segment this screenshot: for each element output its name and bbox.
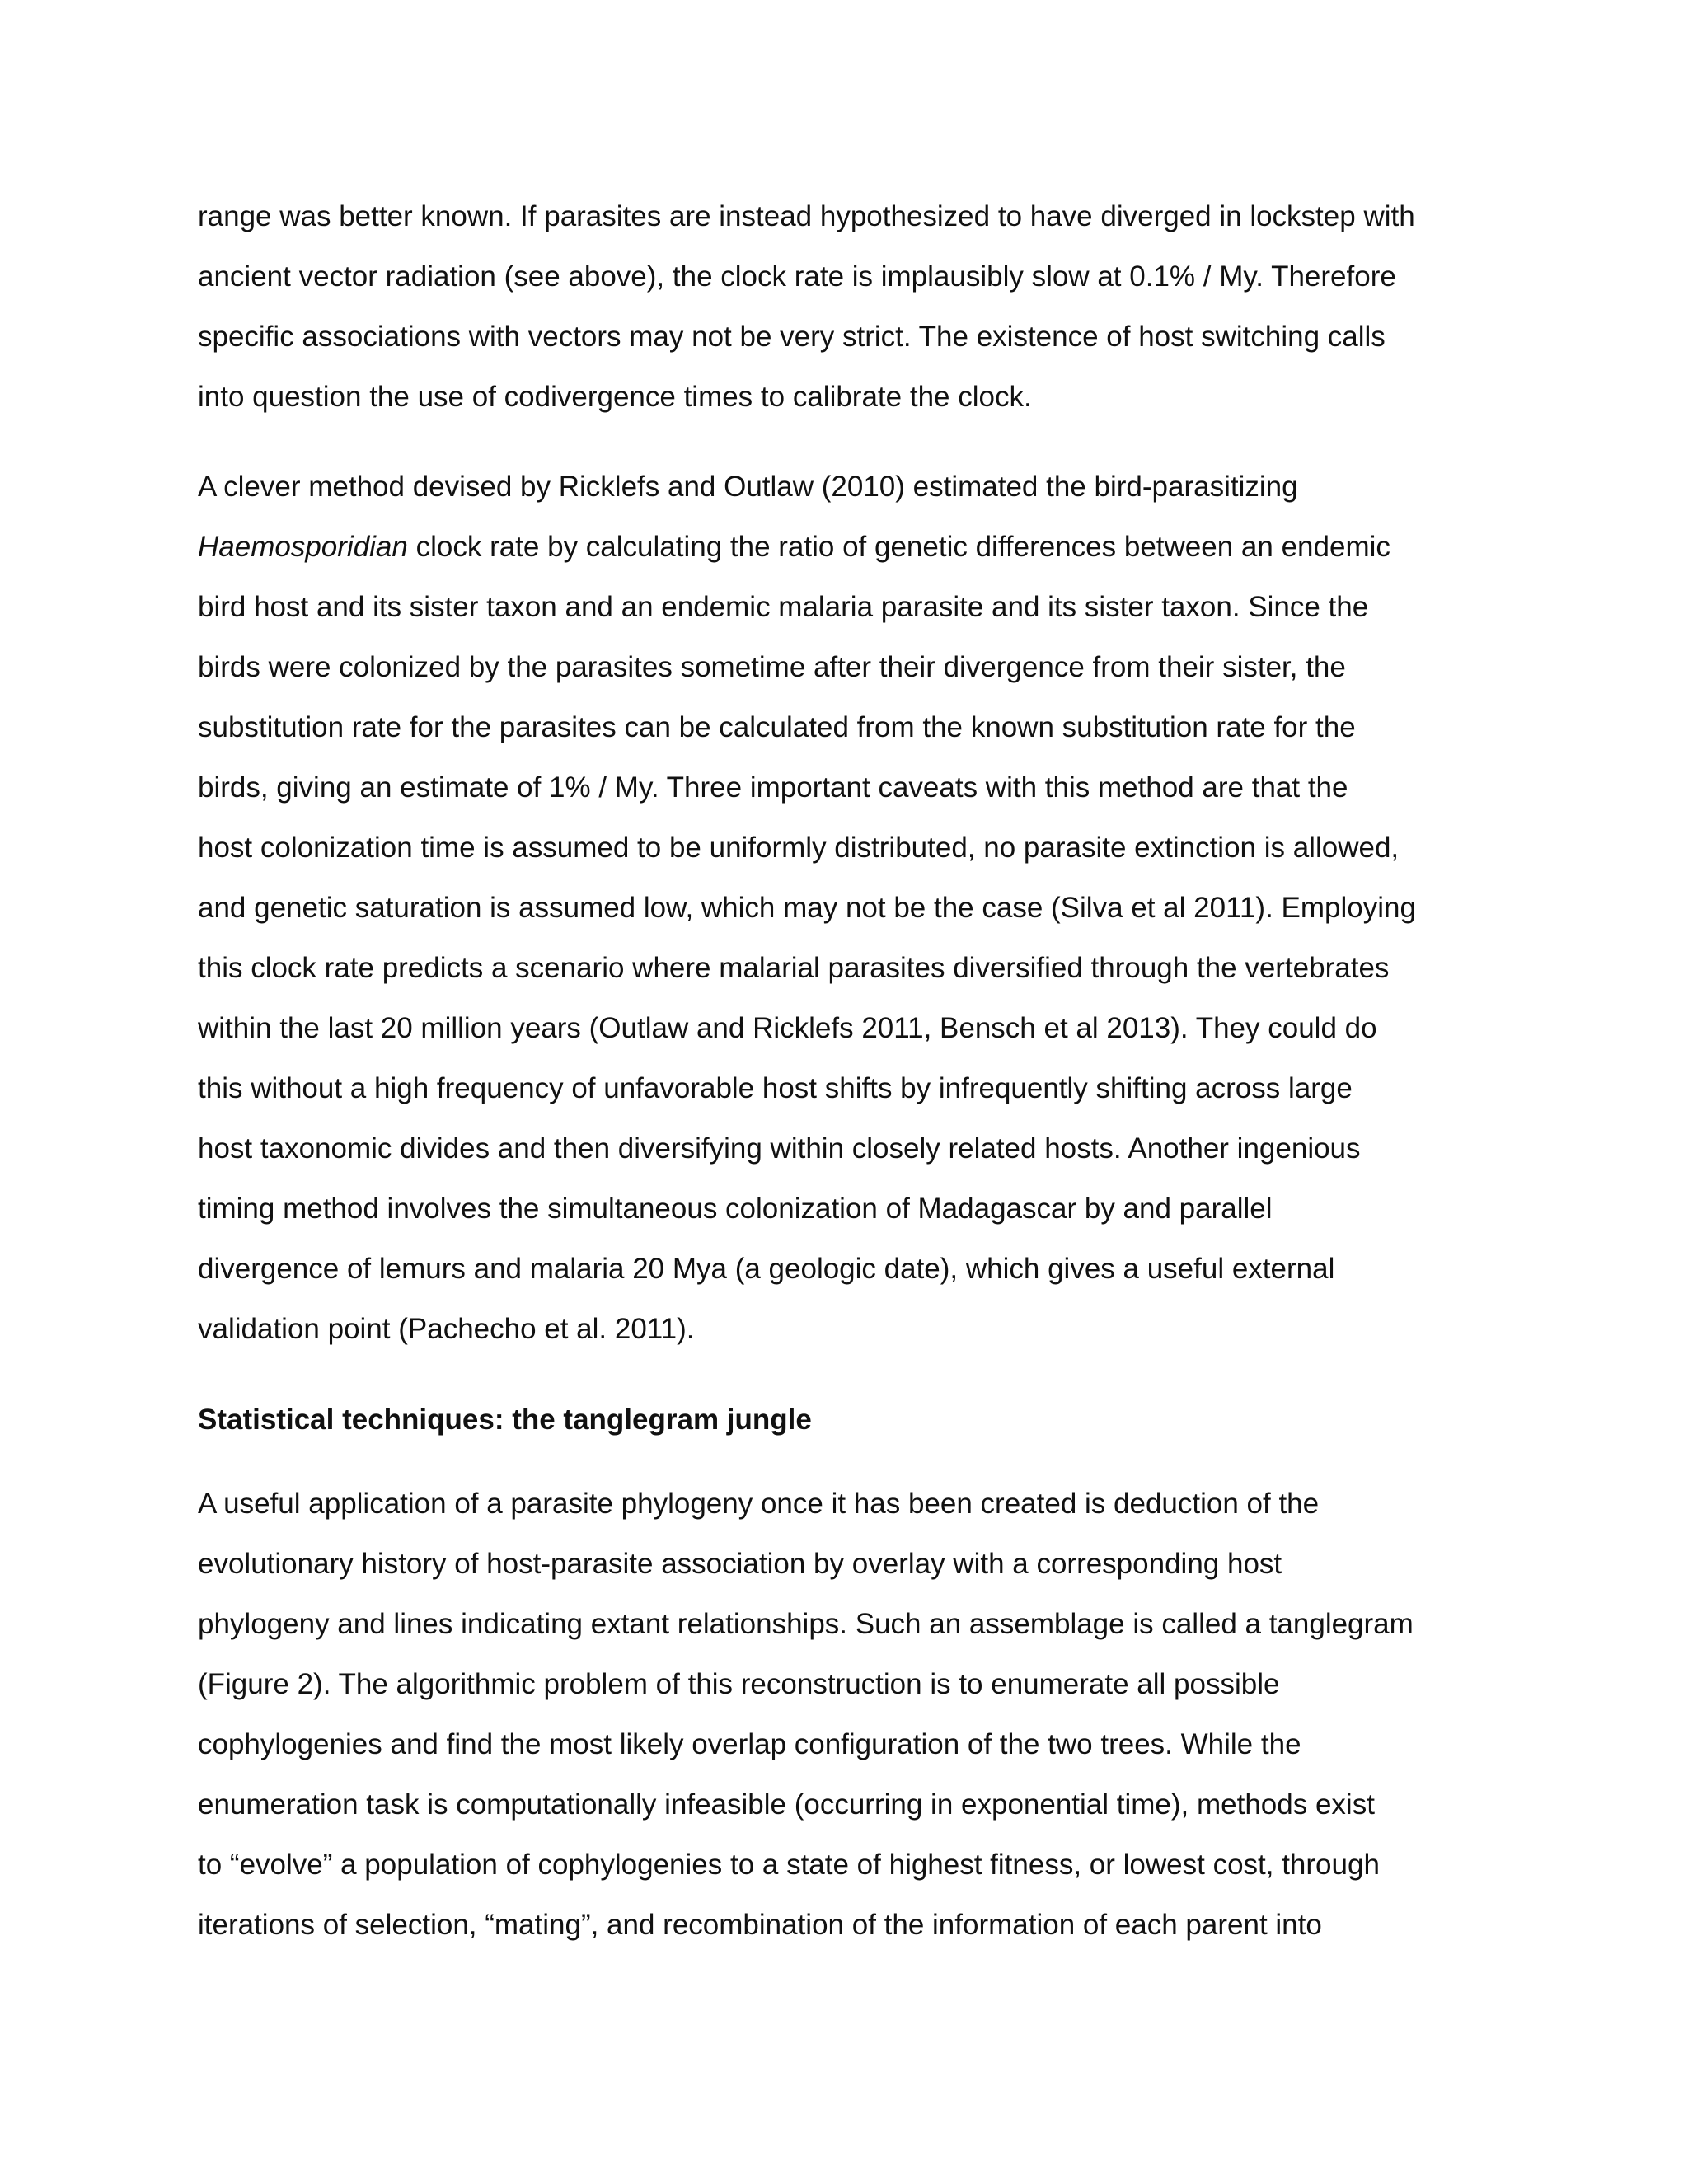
- text-line: birds were colonized by the parasites sometime after their divergence from their sister, the: [198, 651, 1346, 683]
- text-line: cophylogenies and find the most likely overlap configuration of the two trees. While the: [198, 1728, 1301, 1760]
- text-line: into question the use of codivergence times to calibrate the clock.: [198, 381, 1032, 413]
- text-line: and genetic saturation is assumed low, which may not be the case (Silva et al 2011). Employing: [198, 892, 1416, 924]
- section-heading: Statistical techniques: the tanglegram jungle: [198, 1404, 812, 1436]
- paragraph-3: [198, 1474, 1500, 1955]
- text-line: validation point (Pachecho et al. 2011).: [198, 1313, 695, 1345]
- paragraph-1: [198, 186, 1500, 427]
- text-line-with-italic: [198, 517, 1500, 577]
- text-line: within the last 20 million years (Outlaw and Ricklefs 2011, Bensch et al 2013). They could do: [198, 1012, 1377, 1044]
- text-line: host colonization time is assumed to be uniformly distributed, no parasite extinction is allowed,: [198, 832, 1400, 864]
- text-line: this clock rate predicts a scenario where malarial parasites diversified through the vertebrates: [198, 952, 1390, 984]
- text-line: evolutionary history of host-parasite association by overlay with a corresponding host: [198, 1548, 1282, 1580]
- text-line: A clever method devised by Ricklefs and Outlaw (2010) estimated the bird-parasitizing: [198, 471, 1298, 503]
- text-line: bird host and its sister taxon and an endemic malaria parasite and its sister taxon. Since the: [198, 591, 1369, 623]
- text-line: to “evolve” a population of cophylogenies to a state of highest fitness, or lowest cost, through: [198, 1849, 1380, 1881]
- text-line-rest: clock rate by calculating the ratio of genetic differences between an endemic: [407, 531, 1390, 563]
- text-line: iterations of selection, “mating”, and recombination of the information of each parent into: [198, 1909, 1322, 1941]
- paragraph-2: [198, 457, 1500, 1359]
- text-line: timing method involves the simultaneous colonization of Madagascar by and parallel: [198, 1193, 1273, 1225]
- text-line: phylogeny and lines indicating extant relationships. Such an assemblage is called a tanglegram: [198, 1608, 1414, 1640]
- text-line: divergence of lemurs and malaria 20 Mya (a geologic date), which gives a useful external: [198, 1253, 1335, 1285]
- text-line: (Figure 2). The algorithmic problem of this reconstruction is to enumerate all possible: [198, 1668, 1280, 1700]
- text-line: A useful application of a parasite phylogeny once it has been created is deduction of the: [198, 1488, 1320, 1520]
- text-line: ancient vector radiation (see above), the clock rate is implausibly slow at 0.1% / My. Therefore: [198, 260, 1396, 293]
- text-line: this without a high frequency of unfavorable host shifts by infrequently shifting across large: [198, 1072, 1353, 1104]
- text-line: host taxonomic divides and then diversifying within closely related hosts. Another ingenious: [198, 1132, 1361, 1165]
- italic-term: Haemosporidian: [198, 531, 408, 563]
- text-line: range was better known. If parasites are instead hypothesized to have diverged in lockstep with: [198, 200, 1415, 232]
- text-line: substitution rate for the parasites can be calculated from the known substitution rate for the: [198, 711, 1356, 743]
- text-line: birds, giving an estimate of 1% / My. Three important caveats with this method are that the: [198, 771, 1348, 804]
- text-line: specific associations with vectors may not be very strict. The existence of host switching calls: [198, 321, 1386, 353]
- text-line: enumeration task is computationally infeasible (occurring in exponential time), methods exist: [198, 1788, 1375, 1821]
